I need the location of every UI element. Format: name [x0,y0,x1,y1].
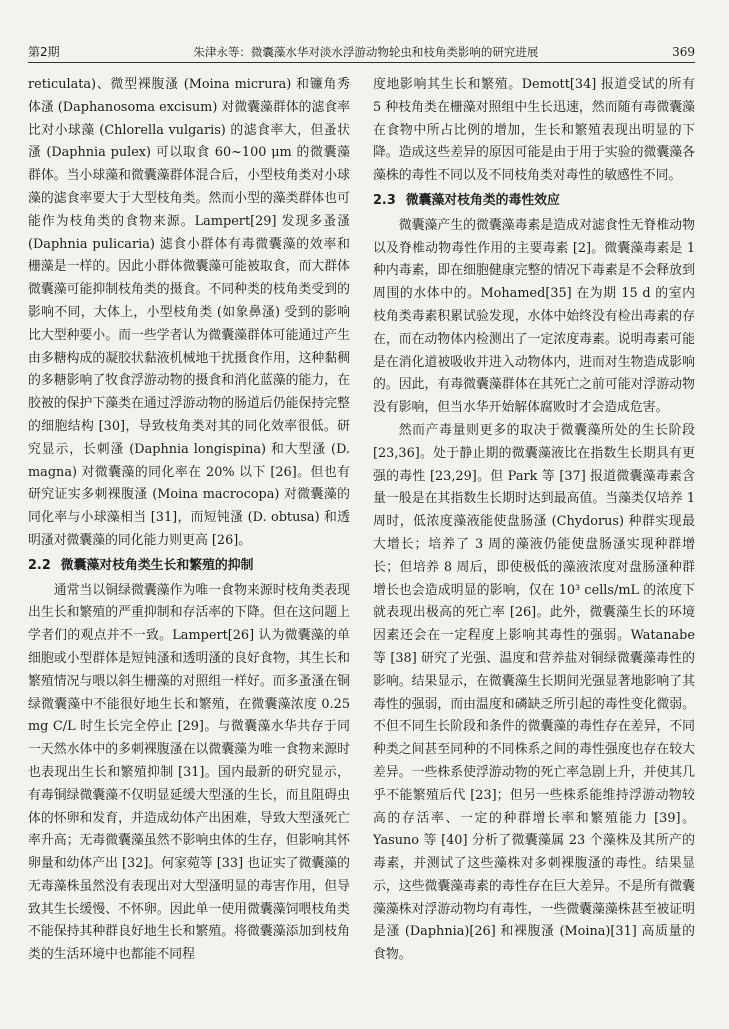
section-number: 2.2 [28,557,51,573]
section-title: 微囊藻对枝角类的毒性效应 [405,192,560,208]
paragraph: reticulata)、微型裸腹溞 (Moina micrura) 和镰角秀体溞 (Daphanosoma excisum) 对微囊藻群体的滤食率比对小球藻 (Chlorella vulgaris) 的滤食率大，但蚤状溞 (Daphnia pulex) 可以取食 60~100 μm 的微囊藻群体。当小球藻和微囊藻群体混合后，小型枝角类对小球藻的滤食率要大于大型枝角类。然而小型的藻类群体也可能作为枝角类的食物来源。Lampert[29] 发现多蚤溞 (Daphnia pulicaria) 滤食小群体有毒微囊藻的效率和栅藻是一样的。因此小群体微囊藻可能被取食，而大群体微囊藻可能抑制枝角类的摄食。不同种类的枝角类受到的影响不同，大体上，小型枝角类 (如象鼻溞) 受到的影响比大型种要小。而一些学者认为微囊藻群体可能通过产生由多糖构成的凝胶状黏液机械地干扰摄食作用，这种黏稠的多糖影响了牧食浮游动物的摄食和消化蓝藻的能力，在胶被的保护下藻类在通过浮游动物的肠道后仍能保持完整的细胞结构 [30]，导致枝角类对其的同化效率很低。研究显示，长刺溞 (Daphnia longispina) 和大型溞 (D. magna) 对微囊藻的同化率在 20% 以下 [26]。但也有研究证实多刺裸腹溞 (Moina macrocopa) 对微囊藻的同化率与小球藻相当 [31]，而短钝溞 (D. obtusa) 和透明溞对微囊藻的同化能力则更高 [26]。 [28,77,350,548]
issue-label: 第2期 [28,45,60,59]
section-heading [373,190,695,213]
section-number: 2.3 [373,192,396,208]
paragraph: 然而产毒量则更多的取决于微囊藻所处的生长阶段 [23,36]。处于静止期的微囊藻液比在指数生长期具有更强的毒性 [23,29]。但 Park 等 [37] 报道微囊藻毒素含量一般是在其指数生长期时达到最高值。当藻类仅培养 1 周时，低浓度藻液能使盘肠溞 (Chydorus) 种群实现最大增长；培养了 3 周的藻液仍能使盘肠溞实现种群增长；但培养 8 周后，即使极低的藻液浓度对盘肠溞种群增长也会造成明显的影响，仅在 10³ cells/mL 的浓度下就表现出极高的死亡率 [26]。此外，微囊藻生长的环境因素还会在一定程度上影响其毒性的强弱。Watanabe 等 [38] 研究了光强、温度和营养盐对铜绿微囊藻毒性的影响。结果显示，在微囊藻生长期间光强显著地影响了其毒性的强弱，而由温度和磷缺乏所引起的毒性变化微弱。不但不同生长阶段和条件的微囊藻的毒性存在差异，不同种类之间甚至同种的不同株系之间的毒性强度也存在较大差异。一些株系使浮游动物的死亡率急剧上升，并使其几乎不能繁殖后代 [23]；但另一些株系能维持浮游动物较高的存活率、一定的种群增长率和繁殖能力 [39]。Yasuno 等 [40] 分析了微囊藻属 23 个藻株及其所产的毒素，并测试了这些藻株对多刺裸腹溞的毒性。结果显示，这些微囊藻毒素的毒性存在巨大差异。不是所有微囊藻藻株对浮游动物均有毒性，一些微囊藻藻株甚至被证明是溞 (Daphnia)[26] 和裸腹溞 (Moina)[31] 高质量的食物。 [373,422,695,963]
running-header [28,38,695,63]
running-title: 朱津永等：微囊藻水华对淡水浮游动物轮虫和枝角类影响的研究进展 [193,45,539,59]
paragraph: 通常当以铜绿微囊藻作为唯一食物来源时枝角类表现出生长和繁殖的严重抑制和存活率的下降。但在这问题上学者们的观点并不一致。Lampert[26] 认为微囊藻的单细胞或小型群体是短钝溞和透明溞的良好食物，其生长和繁殖情况与喂以斜生栅藻的对照组一样好。而多蚤溞在铜绿微囊藻中不能很好地生长和繁殖，在微囊藻浓度 0.25 mg C/L 时生长完全停止 [29]。与微囊藻水华共存于同一天然水体中的多刺裸腹溞在以微囊藻为唯一食物来源时也表现出生长和繁殖抑制 [31]。国内最新的研究显示，有毒铜绿微囊藻不仅明显延缓大型溞的生长，而且阻碍虫体的怀卵和发育，并造成幼体产出困难，导致大型溞死亡率升高；无毒微囊藻虽然不影响虫体的生存，但影响其怀卵量和幼体产出 [32]。何家菀等 [33] 也证实了微囊藻的无毒藻株虽然没有表现出对大型溞明显的毒害作用，但导致其生长缓慢、不怀卵。因此单一使用微囊藻饲喂枝角类不能保持其种群良好地生长和繁殖。将微囊藻添加到枝角类的生活环境中也都能不同程 [28,582,350,963]
paragraph: 微囊藻产生的微囊藻毒素是造成对滤食性无脊椎动物以及脊椎动物毒性作用的主要毒素 [2]。微囊藻毒素是 1 种内毒素，即在细胞健康完整的情况下毒素是不会释放到周围的水体中的。Mohamed[35] 在为期 15 d 的室内枝角类毒素积累试验发现，水体中始终没有检出毒素的存在，而在动物体内检测出了一定浓度毒素。说明毒素可能是在消化道被吸收并进入动物体内，进而对生物造成影响的。因此，有毒微囊藻群体在其死亡之前可能对浮游动物没有影响，但当水华开始解体腐败时才会造成危害。 [373,217,695,416]
section-heading [28,555,350,578]
paragraph: 度地影响其生长和繁殖。Demott[34] 报道受试的所有 5 种枝角类在栅藻对照组中生长迅速，然而随有毒微囊藻在食物中所占比例的增加，生长和繁殖表现出明显的下降。造成这些差异的原因可能是由于用于实验的微囊藻各藻株的毒性不同以及不同枝角类对毒性的敏感性不同。 [373,77,695,184]
right-column [373,74,695,967]
left-column [28,74,350,967]
section-title: 微囊藻对枝角类生长和繁殖的抑制 [60,557,254,573]
page-number: 369 [672,45,695,59]
two-column-body [28,74,695,967]
